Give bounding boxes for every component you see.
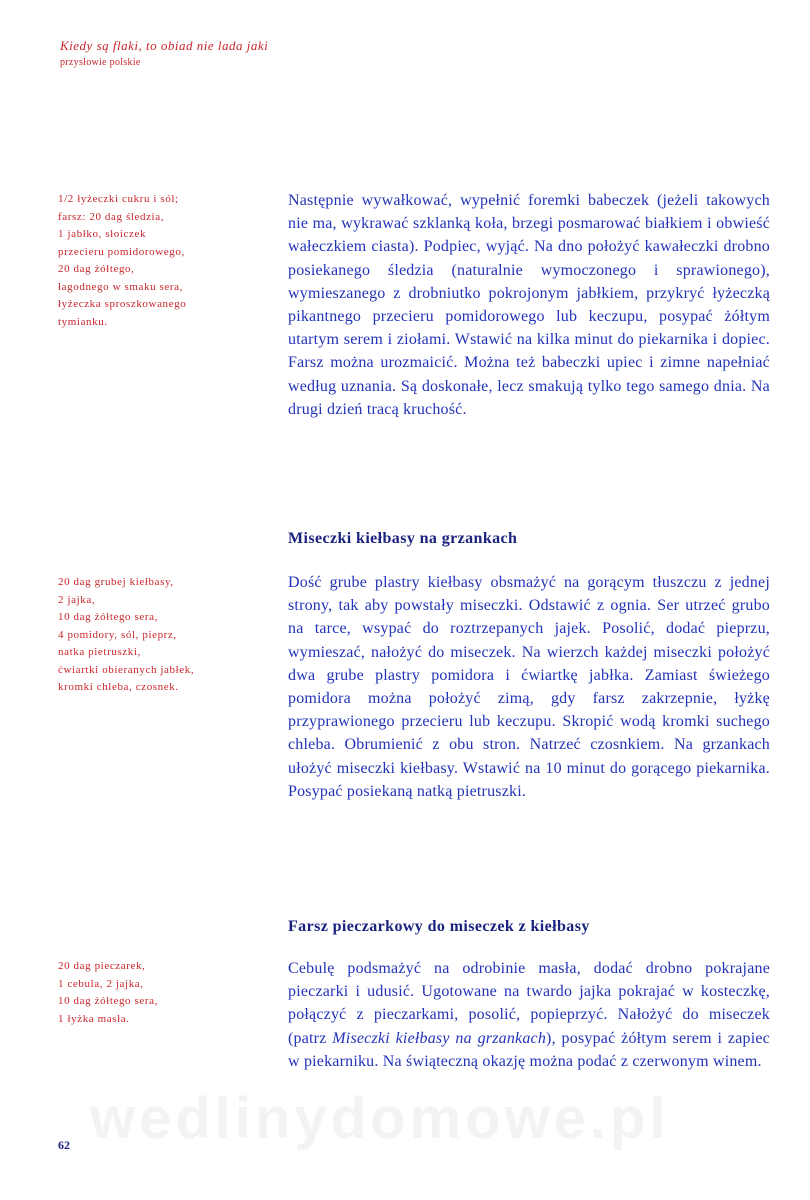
recipe-heading-farsz: Farsz pieczarkowy do miseczek z kiełbasy bbox=[288, 918, 590, 935]
ingredient-line: 1 łyżka masła. bbox=[58, 1012, 130, 1025]
recipe-heading-miseczki: Miseczki kiełbasy na grzankach bbox=[288, 530, 518, 547]
recipe-text-2: Dość grube plastry kiełbasy obsmażyć na gorącym tłuszczu z jednej strony, tak aby powstały miseczki. Odstawić z ognia. Ser utrzeć grubo na tarce, wsypać do roztrzepanych jajek. Posolić, dodać pieprzu, wymieszać, nałożyć do miseczek. Na wierzch każdej miseczki położyć dwa grube plastry pomidora i ćwiartkę jabłka. Zamiast świeżego pomidora można położyć zimą, gdy farsz zakrzepnie, łyżkę przyprawionego przecieru lub keczupu. Skropić wodą kromki suchego chleba. Obrumienić z obu stron. Natrzeć czosnkiem. Na grzankach ułożyć miseczki kiełbasy. Wstawić na 10 minut do gorącego piekarnika. Posypać posiekaną natką pietruszki. bbox=[288, 574, 770, 800]
motto-source: przysłowie polskie bbox=[60, 57, 141, 68]
recipe-text-3-part-2: ), posypać żółtym serem i zapiec w piekarniku. Na świąteczną okazję można podać z czerwonym winem. bbox=[288, 1029, 770, 1070]
motto bbox=[60, 38, 268, 70]
ingredient-line: 20 dag pieczarek, bbox=[58, 960, 146, 972]
recipe-text-3 bbox=[288, 957, 770, 1073]
page-number: 62 bbox=[58, 1138, 70, 1152]
watermark: wedlinydomowe.pl bbox=[90, 1086, 670, 1151]
ingredient-line: 10 dag żółtego sera, bbox=[58, 611, 158, 623]
recipe-cross-reference: Miseczki kiełbasy na grzankach bbox=[332, 1029, 547, 1047]
ingredient-line: 1/2 łyżeczki cukru i sól; bbox=[58, 193, 179, 205]
ingredient-line: 4 pomidory, sól, pieprz, bbox=[58, 628, 177, 641]
ingredient-line: przecieru pomidorowego, bbox=[58, 245, 185, 258]
ingredient-line: tymianku. bbox=[58, 315, 108, 328]
ingredient-line: ćwiartki obieranych jabłek, bbox=[58, 663, 195, 676]
ingredient-line: 2 jajka, bbox=[58, 593, 96, 606]
motto-quote: Kiedy są flaki, to obiad nie lada jaki bbox=[60, 38, 269, 53]
ingredient-line: 20 dag żółtego, bbox=[58, 263, 135, 275]
ingredient-line: farsz: 20 dag śledzia, bbox=[58, 210, 165, 223]
ingredient-line: łagodnego w smaku sera, bbox=[58, 280, 183, 293]
ingredient-line: natka pietruszki, bbox=[58, 646, 141, 658]
ingredients-list-2 bbox=[58, 574, 238, 697]
ingredient-line: kromki chleba, czosnek. bbox=[58, 681, 179, 693]
ingredients-list-1 bbox=[58, 191, 238, 331]
ingredient-line: 1 cebula, 2 jajka, bbox=[58, 977, 144, 990]
ingredient-line: 20 dag grubej kiełbasy, bbox=[58, 576, 174, 588]
ingredient-line: łyżeczka sproszkowanego bbox=[58, 298, 187, 310]
ingredient-line: 10 dag żółtego sera, bbox=[58, 995, 158, 1007]
recipe-text-3-part-1: Cebulę podsmażyć na odrobinie masła, dodać drobno pokrajane pieczarki i udusić. Ugotowane na twardo jajka pokrajać w kosteczkę, połączyć z pieczarkami, posolić, popieprzyć. Nałożyć do miseczek (patrz bbox=[288, 960, 770, 1047]
recipe-text-1: Następnie wywałkować, wypełnić foremki babeczek (jeżeli takowych nie ma, wykrawać szklanką koła, brzegi posmarować białkiem i obwieść wałeczkiem ciasta). Podpiec, wyjąć. Na dno położyć kawałeczki drobno posiekanego śledzia (naturalnie wymoczonego i sprawionego), wymieszanego z drobniutko pokrojonym jabłkiem, przykryć łyżeczką pikantnego przecieru pomidorowego lub keczupu, posypać żółtym utartym serem i ziołami. Wstawić na kilka minut do piekarnika i dopiec. Farsz można urozmaicić. Można też babeczki upiec i zimne napełniać według uznania. Są doskonałe, lecz smakują tylko tego samego dnia. Na drugi dzień tracą kruchość. bbox=[288, 192, 770, 418]
ingredient-line: 1 jabłko, słoiczek bbox=[58, 228, 147, 240]
ingredients-list-3 bbox=[58, 958, 238, 1028]
